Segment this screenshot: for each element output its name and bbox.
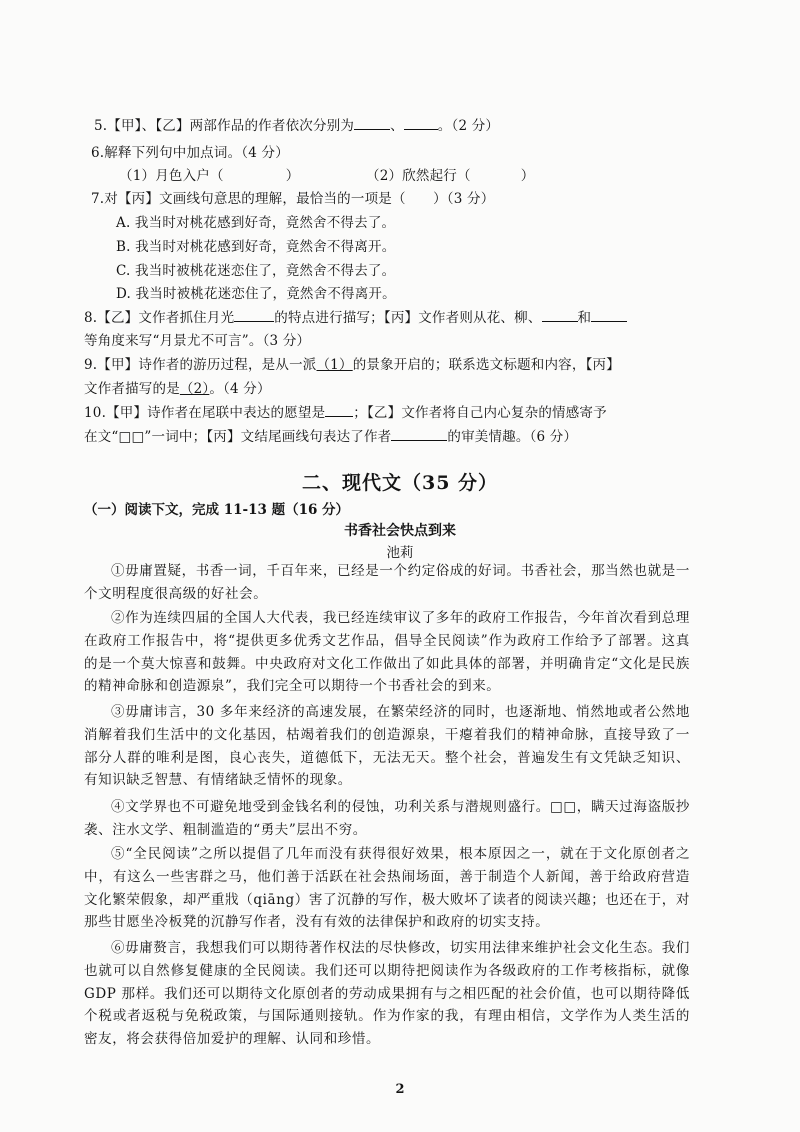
section-title: 二、现代文（35 分） <box>301 472 499 494</box>
item-2-close: ） <box>520 168 535 184</box>
question-10-text-d: 的审美情趣。（6 分） <box>447 429 578 445</box>
question-6-item-1 <box>119 164 299 184</box>
question-9-text-c: 文作者描写的是 <box>84 381 180 397</box>
answer-blank[interactable] <box>234 320 274 322</box>
question-8-text-c: 和 <box>577 310 592 326</box>
answer-blank[interactable] <box>354 128 390 130</box>
paragraph-3: ③毋庸讳言，30 多年来经济的高速发展，在繁荣经济的同时，也逐渐地、悄然地或者公然地消解着我们生活中的文化基因，枯竭着我们的创造源泉，干瘪着我们的精神命脉，直接导致了一部分人群的唯利是图，良心丧失，道德低下，无法无天。整个社会，普遍发生有文凭缺乏知识、有知识缺乏智慧、有情绪缺乏情怀的现象。 <box>84 704 690 789</box>
question-10-text-c: 在文“□□”一词中；【丙】文结尾画线句表达了作者 <box>84 429 392 445</box>
question-9-text-b: 的景象开启的；联系选文标题和内容，【丙】 <box>352 357 620 373</box>
answer-blank[interactable] <box>542 320 578 322</box>
option-d[interactable]: D. 我当时被桃花迷恋住了，竟然舍不得离开。 <box>116 286 396 302</box>
question-7: 7.对【丙】文画线句意思的理解，最恰当的一项是（ ）（3 分） <box>91 191 495 207</box>
question-9-text-a: 9.【甲】诗作者的游历过程，是从一派 <box>84 357 317 373</box>
item-1-text: （1）月色入户（ <box>119 168 224 184</box>
item-1-close: ） <box>285 168 300 184</box>
answer-blank[interactable] <box>391 439 447 441</box>
item-2-text: （2）欣然起行（ <box>366 168 471 184</box>
paragraph-5: ⑤“全民阅读”之所以提倡了几年而没有获得很好效果，根本原因之一，就在于文化原创者之中，有这么一些害群之马，他们善于活跃在社会热闹场面，善于制造个人新闻，善于给政府营造文化繁荣假象，却严重戕（qiāng）害了沉静的写作，极大败坏了读者的阅读兴趣；也还在于，对那些甘愿坐冷板凳的沉静写作者，没有有效的法律保护和政府的切实支持。 <box>84 846 690 931</box>
paragraph-4: ④文学界也不可避免地受到金钱名利的侵蚀，功利关系与潜规则盛行。□□，瞒天过海盗版抄袭、注水文学、粗制滥造的“勇夫”层出不穷。 <box>84 799 690 838</box>
question-5-score: 。（2 分） <box>437 118 500 134</box>
paragraph-1: ①毋庸置疑，书香一词，千百年来，已经是一个约定俗成的好词。书香社会，那当然也就是一个文明程度很高级的好社会。 <box>84 563 690 602</box>
question-5-text: 5.【甲】、【乙】两部作品的作者依次分别为 <box>94 118 355 134</box>
answer-blank[interactable] <box>325 415 353 417</box>
page-number: 2 <box>395 1082 405 1097</box>
question-5-sep: 、 <box>390 118 404 134</box>
question-5 <box>94 114 499 134</box>
question-8-cont: 等角度来写“月景尤不可言”。（3 分） <box>84 333 311 349</box>
answer-blank-1[interactable]: （1） <box>316 357 353 373</box>
option-a[interactable]: A. 我当时对桃花感到好奇，竟然舍不得去了。 <box>116 215 396 231</box>
section-subtitle: （一）阅读下文，完成 11-13 题（16 分） <box>84 502 350 518</box>
question-8 <box>84 306 627 326</box>
question-8-text-a: 8.【乙】文作者抓住月光 <box>84 310 235 326</box>
question-9 <box>84 353 620 373</box>
answer-blank[interactable] <box>591 320 627 322</box>
question-10-text-a: 10.【甲】诗作者在尾联中表达的愿望是 <box>84 405 326 421</box>
option-c[interactable]: C. 我当时被桃花迷恋住了，竟然舍不得去了。 <box>116 263 396 279</box>
answer-blank-2[interactable]: （2） <box>179 381 210 397</box>
question-9-cont <box>84 377 271 397</box>
article-author: 池莉 <box>386 545 414 561</box>
question-10-text-b: ；【乙】文作者将自己内心复杂的情感寄予 <box>353 405 607 421</box>
question-9-text-d: 。（4 分） <box>209 381 271 397</box>
question-6-item-2 <box>366 164 534 184</box>
article-title: 书香社会快点到来 <box>344 523 456 539</box>
question-6: 6.解释下列句中加点词。（4 分） <box>91 145 289 161</box>
question-8-text-b: 的特点进行描写；【丙】文作者则从花、柳、 <box>274 310 542 326</box>
question-10-cont <box>84 425 577 445</box>
paragraph-2: ②作为连续四届的全国人大代表，我已经连续审议了多年的政府工作报告，今年首次看到总理在政府工作报告中，将“提供更多优秀文艺作品，倡导全民阅读”作为政府工作给予了部署。这真的是一个莫大惊喜和鼓舞。中央政府对文化工作做出了如此具体的部署，并明确肯定“文化是民族的精神命脉和创造源泉”，我们完全可以期待一个书香社会的到来。 <box>84 610 690 695</box>
answer-blank[interactable] <box>404 128 438 130</box>
paragraph-6: ⑥毋庸赘言，我想我们可以期待著作权法的尽快修改，切实用法律来维护社会文化生态。我们也就可以自然修复健康的全民阅读。我们还可以期待把阅读作为各级政府的工作考核指标，就像 GDP 那样。我们还可以期待文化原创者的劳动成果拥有与之相匹配的社会价值，也可以期待降低个税或者返税与免税政策，与国际通则接轨。作为作家的我，有理由相信，文学作为人类生活的密友，将会获得倍加爱护的理解、认同和珍惜。 <box>84 940 690 1048</box>
question-10 <box>84 401 607 421</box>
option-b[interactable]: B. 我当时对桃花感到好奇，竟然舍不得离开。 <box>116 239 396 255</box>
